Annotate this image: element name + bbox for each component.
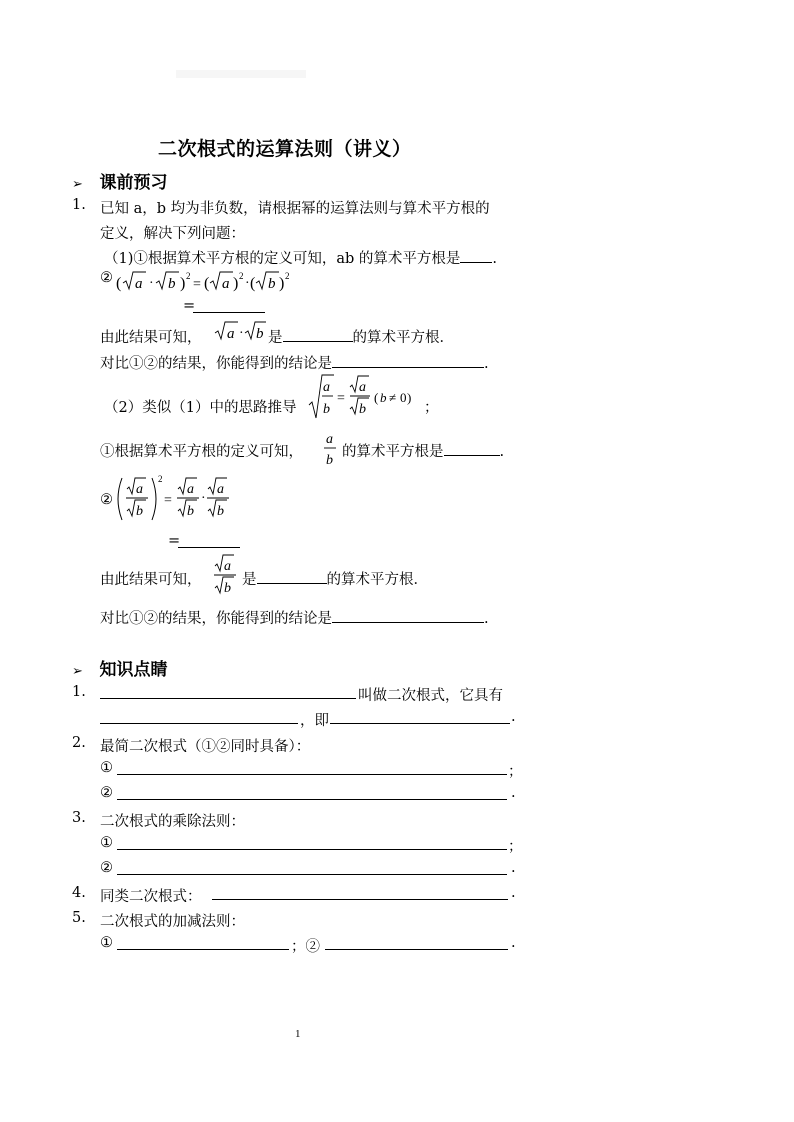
item-number: 4. bbox=[72, 885, 86, 901]
svg-text:a: a bbox=[326, 432, 333, 447]
svg-text:·: · bbox=[245, 276, 250, 291]
part1-text: （1)①根据算术平方根的定义可知，ab 的算术平方根是 bbox=[104, 251, 461, 267]
arrow-bullet-icon: ➢ bbox=[72, 177, 83, 192]
item5-text: 二次根式的加减法则： bbox=[100, 914, 245, 930]
svg-text:(: ( bbox=[250, 275, 256, 292]
svg-text:b: b bbox=[268, 276, 276, 292]
svg-text:=: = bbox=[164, 493, 172, 508]
answer-blank[interactable] bbox=[332, 608, 484, 623]
circle-1-label: ① bbox=[100, 935, 113, 951]
svg-text:b: b bbox=[168, 276, 176, 292]
question-number: 1. bbox=[72, 197, 86, 213]
period: . bbox=[511, 709, 516, 725]
svg-text:a: a bbox=[135, 276, 143, 292]
answer-blank[interactable] bbox=[117, 874, 507, 875]
section-heading-text: 课前预习 bbox=[99, 173, 168, 193]
circle-2-label: ② bbox=[100, 860, 113, 876]
svg-text:): ) bbox=[233, 275, 239, 292]
svg-text:·: · bbox=[239, 326, 244, 341]
svg-text:b: b bbox=[136, 504, 143, 519]
svg-text:·: · bbox=[201, 491, 206, 506]
svg-text:2: 2 bbox=[158, 474, 163, 484]
answer-blank[interactable] bbox=[460, 248, 492, 263]
part2-line1-rest bbox=[342, 440, 504, 461]
svg-text:): ) bbox=[180, 275, 186, 292]
answer-blank[interactable] bbox=[283, 327, 353, 342]
answer-blank[interactable] bbox=[117, 849, 507, 850]
period: . bbox=[511, 935, 516, 951]
svg-text:): ) bbox=[407, 390, 412, 405]
item1-text-b: ，即 bbox=[300, 713, 329, 729]
svg-text:a: a bbox=[222, 276, 230, 292]
item1-text-a: 叫做二次根式，它具有 bbox=[358, 688, 503, 704]
answer-blank[interactable] bbox=[193, 312, 265, 313]
formula-product-square bbox=[116, 266, 296, 296]
page-number: 1 bbox=[295, 1028, 301, 1040]
conclusion1-shi: 是 bbox=[268, 330, 283, 346]
svg-text:b: b bbox=[323, 402, 330, 417]
svg-text:≠: ≠ bbox=[389, 390, 397, 405]
circle-2-label: ② bbox=[100, 270, 113, 286]
svg-text:b: b bbox=[224, 581, 231, 596]
section-heading-text: 知识点睛 bbox=[99, 660, 168, 680]
svg-text:0: 0 bbox=[400, 390, 407, 405]
period: . bbox=[511, 785, 516, 801]
item5-separator: ；② bbox=[291, 939, 320, 955]
formula-fraction-a-over-b bbox=[322, 428, 340, 468]
equals-sign: = bbox=[168, 533, 181, 549]
svg-text:a: a bbox=[323, 380, 330, 395]
compare2-text: 对比①②的结果，你能得到的结论是 bbox=[100, 611, 332, 627]
svg-text:a: a bbox=[187, 482, 194, 497]
svg-text:b: b bbox=[187, 504, 194, 519]
answer-blank[interactable] bbox=[330, 723, 510, 724]
svg-text:b: b bbox=[326, 453, 333, 468]
answer-blank[interactable] bbox=[257, 569, 327, 584]
item2-text: 最简二次根式（①②同时具备）： bbox=[100, 739, 311, 755]
svg-text:a: a bbox=[359, 380, 366, 395]
item-number: 2. bbox=[72, 735, 86, 751]
answer-blank[interactable] bbox=[325, 949, 508, 950]
header-faint-mark bbox=[176, 70, 306, 78]
conclusion2-prefix: 由此结果可知， bbox=[100, 572, 202, 588]
answer-blank[interactable] bbox=[332, 353, 484, 368]
part2-intro: （2）类似（1）中的思路推导 bbox=[104, 400, 297, 416]
item-number: 3. bbox=[72, 810, 86, 826]
svg-text:(: ( bbox=[204, 275, 210, 292]
semicolon: ； bbox=[508, 839, 523, 855]
compare1-text: 对比①②的结果，你能得到的结论是 bbox=[100, 356, 332, 372]
svg-text:b: b bbox=[359, 402, 366, 417]
item3-text: 二次根式的乘除法则： bbox=[100, 814, 245, 830]
formula-quotient-square bbox=[114, 474, 234, 526]
part2-end: ； bbox=[424, 400, 439, 416]
conclusion1-mid bbox=[268, 326, 454, 347]
svg-text:(: ( bbox=[374, 390, 379, 405]
svg-text:b: b bbox=[217, 504, 224, 519]
svg-text:b: b bbox=[380, 390, 387, 405]
formula-sqrt-a-over-sqrt-b bbox=[212, 552, 240, 598]
item-number: 5. bbox=[72, 910, 86, 926]
conclusion2-shi: 是 bbox=[242, 572, 257, 588]
compare1-line bbox=[100, 352, 489, 373]
part2-line1-prefix: ①根据算术平方根的定义可知， bbox=[100, 444, 303, 460]
conclusion2-suffix: 的算术平方根． bbox=[326, 572, 428, 588]
answer-blank[interactable] bbox=[444, 441, 500, 456]
svg-text:=: = bbox=[193, 277, 201, 292]
formula-sqrt-quotient bbox=[306, 372, 424, 424]
part2-line1-text: 的算术平方根是 bbox=[342, 444, 444, 460]
conclusion2-rest bbox=[242, 568, 428, 589]
formula-sqrt-a-times-sqrt-b bbox=[214, 318, 266, 344]
circle-1-label: ① bbox=[100, 835, 113, 851]
answer-blank[interactable] bbox=[117, 799, 507, 800]
answer-blank[interactable] bbox=[117, 774, 507, 775]
circle-2-label: ② bbox=[100, 785, 113, 801]
svg-text:·: · bbox=[149, 276, 154, 291]
page-title: 二次根式的运算法则（讲义） bbox=[158, 138, 412, 160]
answer-blank[interactable] bbox=[117, 949, 289, 950]
answer-blank[interactable] bbox=[212, 899, 508, 900]
svg-text:a: a bbox=[227, 326, 235, 342]
item4-text: 同类二次根式： bbox=[100, 889, 202, 905]
answer-blank[interactable] bbox=[178, 547, 240, 548]
period: . bbox=[499, 444, 505, 460]
conclusion1-prefix: 由此结果可知， bbox=[100, 330, 202, 346]
svg-text:(: ( bbox=[116, 275, 122, 292]
equals-sign: = bbox=[183, 298, 196, 314]
period: . bbox=[492, 251, 498, 267]
svg-text:=: = bbox=[337, 391, 345, 406]
answer-blank[interactable] bbox=[100, 723, 298, 724]
svg-text:2: 2 bbox=[239, 271, 244, 281]
part1-prompt bbox=[104, 247, 497, 268]
svg-text:a: a bbox=[136, 482, 143, 497]
period: . bbox=[484, 356, 489, 372]
svg-text:2: 2 bbox=[186, 271, 191, 281]
circle-1-label: ① bbox=[100, 760, 113, 776]
question-text-line1: 已知 a，b 均为非负数，请根据幂的运算法则与算术平方根的 bbox=[100, 201, 490, 217]
svg-text:b: b bbox=[256, 326, 264, 342]
period: . bbox=[511, 885, 516, 901]
question-text-line2: 定义，解决下列问题： bbox=[100, 226, 245, 242]
svg-text:): ) bbox=[279, 275, 285, 292]
period: . bbox=[484, 611, 489, 627]
svg-text:2: 2 bbox=[285, 271, 290, 281]
conclusion1-suffix: 的算术平方根． bbox=[352, 330, 454, 346]
svg-text:a: a bbox=[224, 559, 231, 574]
circle-2-label: ② bbox=[100, 492, 113, 508]
arrow-bullet-icon: ➢ bbox=[72, 664, 83, 679]
compare2-line bbox=[100, 607, 489, 628]
section-heading-knowledge bbox=[72, 655, 168, 680]
semicolon: ； bbox=[508, 764, 523, 780]
item-number: 1. bbox=[72, 684, 86, 700]
answer-blank[interactable] bbox=[100, 698, 356, 699]
section-heading-preview bbox=[72, 168, 168, 193]
svg-text:a: a bbox=[217, 482, 224, 497]
period: . bbox=[511, 860, 516, 876]
